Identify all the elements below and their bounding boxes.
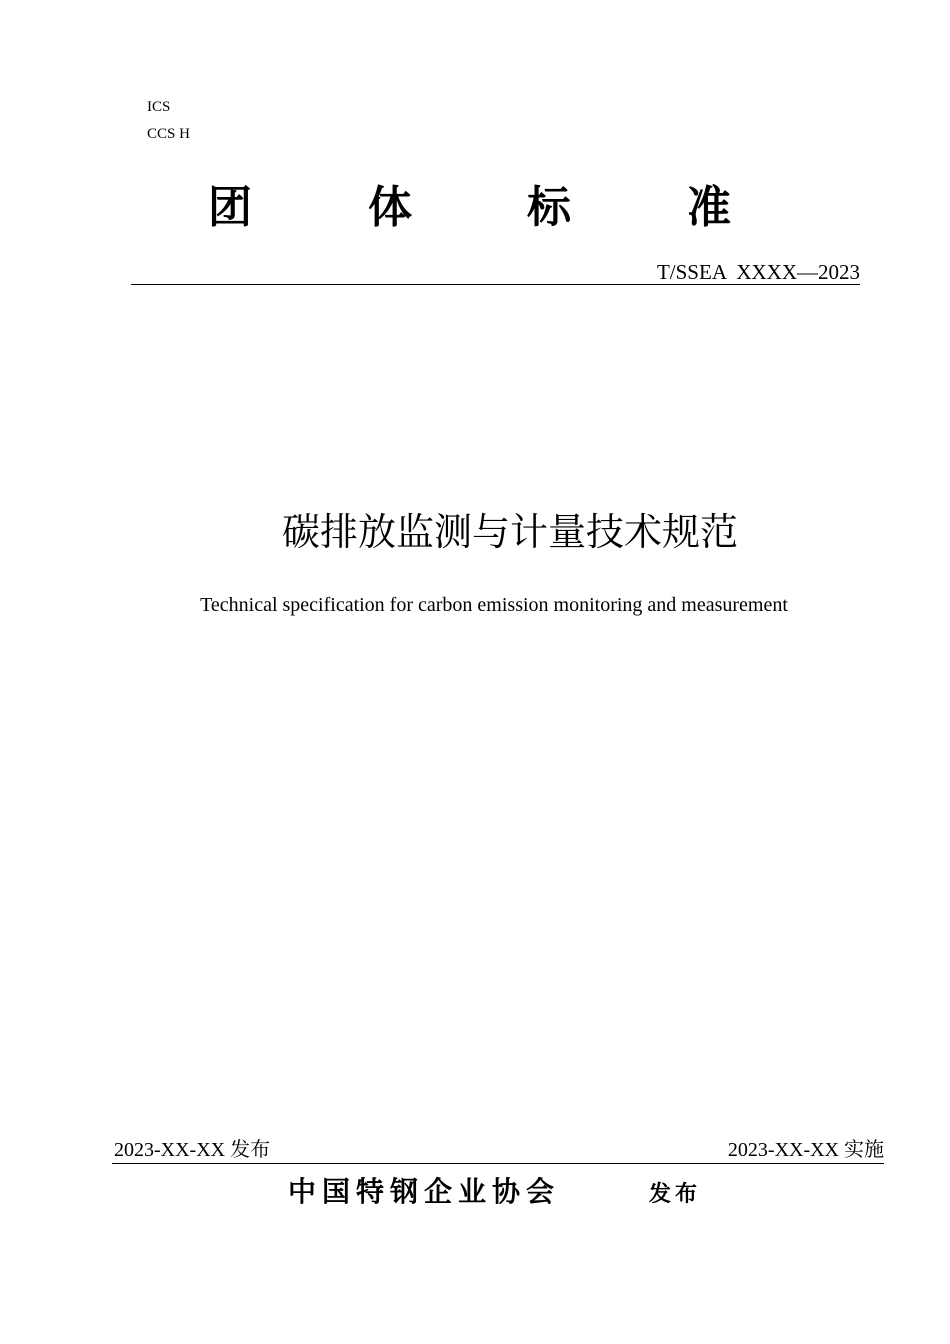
issuer-suffix: 发布	[649, 1182, 702, 1207]
implement-date: 2023-XX-XX 实施	[727, 1139, 884, 1161]
document-title-english: Technical specification for carbon emission monitoring and measurement	[200, 594, 788, 616]
footer-divider	[112, 1163, 884, 1164]
publish-date: 2023-XX-XX 发布	[114, 1139, 271, 1161]
standard-type-char: 准	[687, 182, 731, 233]
standard-type-heading	[0, 180, 950, 236]
standard-type-char: 团	[208, 182, 252, 233]
ccs-code: CCS H	[147, 126, 190, 142]
header-divider	[131, 284, 860, 285]
standard-type-char: 体	[368, 182, 412, 233]
standard-number: T/SSEA XXXX—2023	[656, 260, 860, 284]
document-title-chinese: 碳排放监测与计量技术规范	[281, 510, 738, 554]
standard-type-char: 标	[527, 182, 571, 233]
ics-code: ICS	[147, 99, 171, 115]
issuer-name: 中国特钢企业协会	[288, 1175, 561, 1208]
